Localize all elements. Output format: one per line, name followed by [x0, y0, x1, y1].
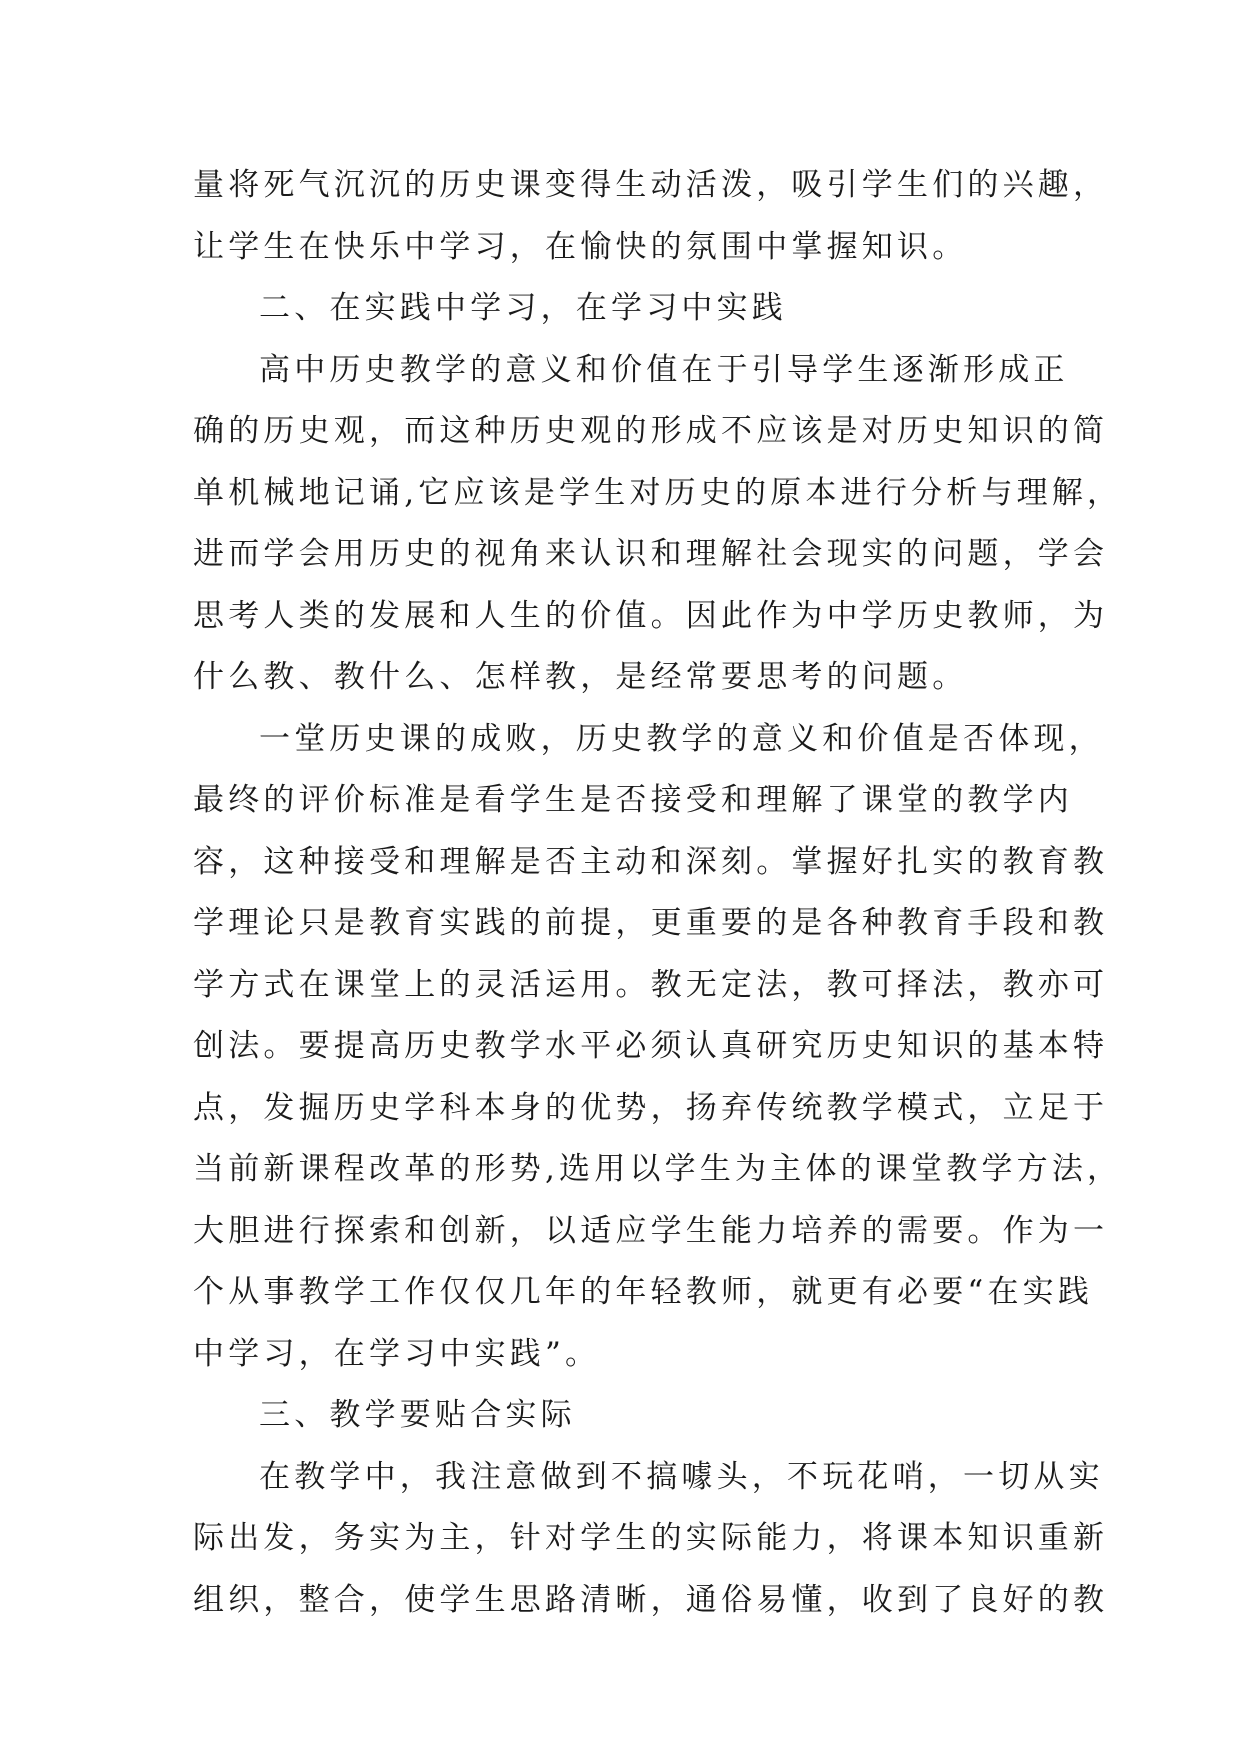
- text-line: 单机械地记诵,它应该是学生对历史的原本进行分析与理解，: [193, 474, 1123, 511]
- text-line: 进而学会用历史的视角来认识和理解社会现实的问题，学会: [193, 536, 1109, 572]
- text-line: 学方式在课堂上的灵活运用。教无定法，教可择法，教亦可: [193, 966, 1109, 1003]
- section-heading: 三、教学要贴合实际: [259, 1397, 576, 1433]
- text-line: 思考人类的发展和人生的价值。因此作为中学历史教师，为: [193, 597, 1109, 634]
- paragraph-first-line: 在教学中，我注意做到不搞噱头，不玩花哨，一切从实: [259, 1458, 1104, 1495]
- text-line: 际出发，务实为主，针对学生的实际能力，将课本知识重新: [193, 1520, 1109, 1556]
- text-line: 量将死气沉沉的历史课变得生动活泼，吸引学生们的兴趣，: [193, 167, 1109, 203]
- text-line: 当前新课程改革的形势,选用以学生为主体的课堂教学方法，: [193, 1151, 1123, 1187]
- text-line: 大胆进行探索和创新，以适应学生能力培养的需要。作为一: [193, 1212, 1109, 1249]
- text-line: 确的历史观，而这种历史观的形成不应该是对历史知识的简: [193, 413, 1109, 449]
- text-line: 创法。要提高历史教学水平必须认真研究历史知识的基本特: [193, 1028, 1109, 1064]
- text-line: 容，这种接受和理解是否主动和深刻。掌握好扎实的教育教: [193, 843, 1109, 880]
- document-body: [193, 155, 1123, 1631]
- text-line: 什么教、教什么、怎样教，是经常要思考的问题。: [193, 659, 968, 695]
- text-line: 学理论只是教育实践的前提，更重要的是各种教育手段和教: [193, 905, 1109, 941]
- text-line: 让学生在快乐中学习，在愉快的氛围中掌握知识。: [193, 228, 968, 265]
- text-line: 中学习，在学习中实践”。: [193, 1335, 601, 1372]
- text-line: 个从事教学工作仅仅几年的年轻教师，就更有必要“在实践: [193, 1274, 1094, 1310]
- text-line: 最终的评价标准是看学生是否接受和理解了课堂的教学内: [193, 782, 1073, 818]
- text-line: 点，发掘历史学科本身的优势，扬弃传统教学模式，立足于: [193, 1089, 1109, 1126]
- paragraph-first-line: 高中历史教学的意义和价值在于引导学生逐渐形成正: [259, 351, 1069, 388]
- text-line: 组织，整合，使学生思路清晰，通俗易懂，收到了良好的教: [193, 1581, 1109, 1618]
- section-heading: 二、在实践中学习，在学习中实践: [259, 290, 787, 326]
- paragraph-first-line: 一堂历史课的成败，历史教学的意义和价值是否体现，: [259, 720, 1104, 757]
